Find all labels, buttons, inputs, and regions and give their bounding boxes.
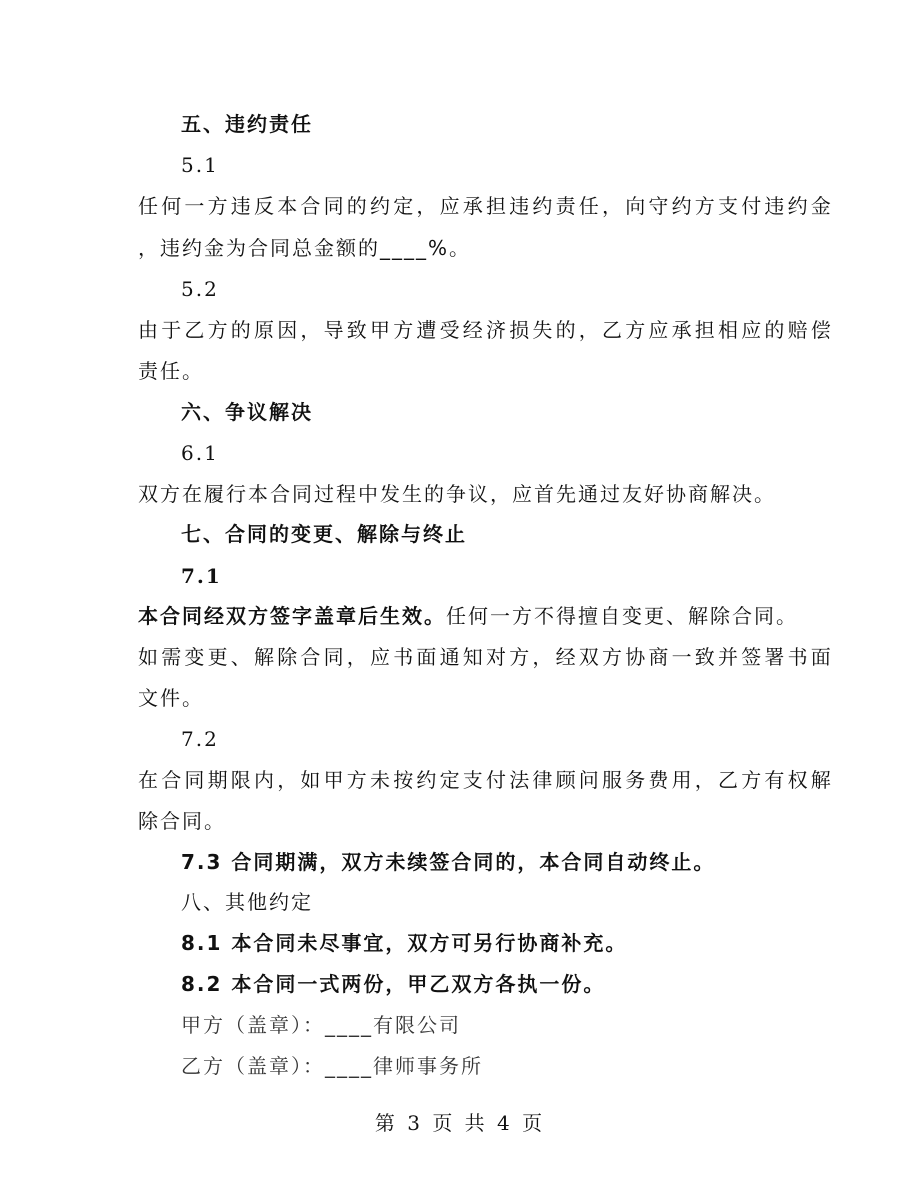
- clause-7-2-text-line-1: 在合同期限内，如甲方未按约定支付法律顾问服务费用，乙方有权解: [138, 768, 834, 792]
- clause-7-1-bold-text: 本合同经双方签字盖章后生效。: [138, 604, 446, 628]
- page-number-footer: 第 3 页 共 4 页: [374, 1111, 546, 1135]
- clause-8-2: 8.2 本合同一式两份，甲乙双方各执一份。: [181, 972, 606, 996]
- clause-6-1-number: 6.1: [181, 441, 219, 465]
- section-8-heading: 八、其他约定: [181, 890, 313, 914]
- party-b-seal-line: 乙方（盖章）：____律师事务所: [181, 1054, 483, 1078]
- clause-5-1-number: 5.1: [181, 153, 219, 177]
- section-5-heading: 五、违约责任: [181, 112, 313, 136]
- section-6-heading: 六、争议解决: [181, 400, 313, 424]
- clause-7-1-rest-text: 任何一方不得擅自变更、解除合同。: [446, 604, 798, 628]
- clause-7-3: 7.3 合同期满，双方未续签合同的，本合同自动终止。: [181, 850, 716, 874]
- clause-5-2-text-line-2: 责任。: [138, 359, 204, 383]
- clause-6-1-text-line-1: 双方在履行本合同过程中发生的争议，应首先通过友好协商解决。: [138, 482, 776, 506]
- clause-5-2-number: 5.2: [181, 277, 219, 301]
- clause-8-1: 8.1 本合同未尽事宜，双方可另行协商补充。: [181, 931, 628, 955]
- clause-7-1-text-line-2: 如需变更、解除合同，应书面通知对方，经双方协商一致并签署书面: [138, 645, 834, 669]
- clause-7-2-number: 7.2: [181, 727, 219, 751]
- section-7-heading: 七、合同的变更、解除与终止: [181, 522, 467, 546]
- clause-7-2-text-line-2: 除合同。: [138, 809, 226, 833]
- clause-5-2-text-line-1: 由于乙方的原因，导致甲方遭受经济损失的，乙方应承担相应的赔偿: [138, 318, 834, 342]
- clause-7-1-text-line-3: 文件。: [138, 686, 204, 710]
- clause-7-1-number: 7.1: [181, 564, 222, 588]
- clause-5-1-text-line-2: ，违约金为合同总金额的____%。: [138, 236, 472, 260]
- clause-7-1-text-line-1: [138, 604, 798, 628]
- clause-5-1-text-line-1: 任何一方违反本合同的约定，应承担违约责任，向守约方支付违约金: [138, 194, 834, 218]
- party-a-seal-line: 甲方（盖章）：____有限公司: [181, 1013, 461, 1037]
